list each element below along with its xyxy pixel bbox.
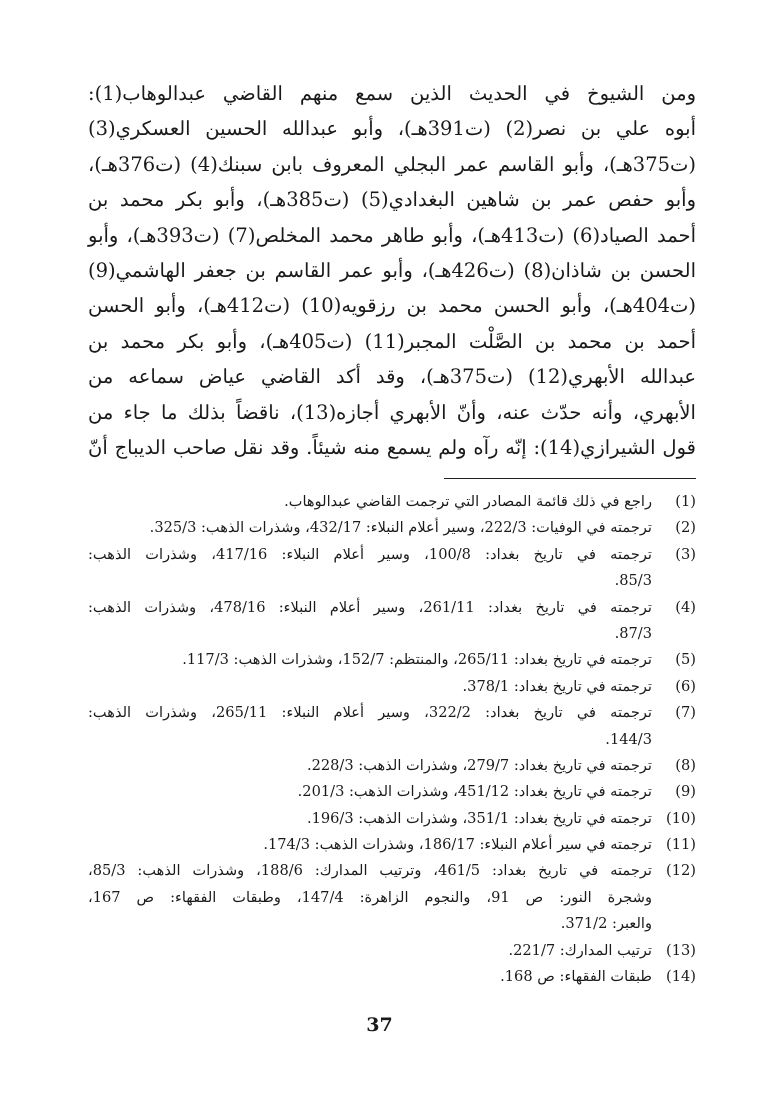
footnote (88, 595, 696, 648)
footnote-text: ترجمته في تاريخ بغداد: 279/7، وشذرات الذهب: 228/3. (306, 756, 652, 774)
body-line: وأبو حفص عمر بن شاهين البغدادي(5) (ت385هـ)، وأبو بكر محمد بن (88, 188, 696, 212)
footnote (88, 647, 696, 673)
footnote-text: ترجمته في تاريخ بغداد: 261/11، وسير أعلام النبلاء: 478/16، وشذرات الذهب: (88, 598, 652, 616)
footnote-text-continued: 87/3. (614, 624, 652, 642)
body-line: أبوه علي بن نصر(2) (ت391هـ)، وأبو عبدالله الحسين العسكري(3) (88, 117, 696, 141)
footnote-number: (14) (666, 968, 696, 986)
main-text (88, 76, 696, 465)
footnote-divider (444, 478, 696, 479)
footnote-number: (6) (675, 677, 696, 695)
footnote-text-continued: 144/3. (605, 730, 652, 748)
page-number: 37 (366, 1014, 393, 1036)
footnote (88, 779, 696, 805)
footnote-number: (2) (675, 519, 696, 537)
footnote (88, 515, 696, 541)
footnote (88, 858, 696, 937)
footnote-text: ترجمته في تاريخ بغداد: 378/1. (462, 677, 652, 695)
footnote-number: (10) (666, 809, 696, 827)
body-line: الحسن بن شاذان(8) (ت426هـ)، وأبو عمر القاسم بن جعفر الهاشمي(9) (88, 258, 696, 282)
footnote-text: ترجمته في سير أعلام النبلاء: 186/17، وشذرات الذهب: 174/3. (263, 836, 652, 854)
footnote (88, 753, 696, 779)
body-line: (ت375هـ)، وأبو القاسم عمر البجلي المعروف بابن سبنك(4) (ت376هـ)، (88, 152, 696, 176)
footnote-number: (7) (675, 704, 696, 722)
footnote (88, 964, 696, 990)
body-line: أحمد بن محمد بن الصَّلْت المجبر(11) (ت405هـ)، وأبو بكر محمد بن (88, 329, 697, 353)
body-line: الأبهري، وأنه حدّث عنه، وأنّ الأبهري أجازه(13)، ناقضاً بذلك ما جاء من (88, 400, 696, 424)
body-line: (ت404هـ)، وأبو الحسن محمد بن رزقويه(10) (ت412هـ)، وأبو الحسن (88, 294, 696, 318)
footnote-text: راجع في ذلك قائمة المصادر التي ترجمت القاضي عبدالوهاب. (284, 493, 652, 510)
footnote-text: ترجمته في تاريخ بغداد: 461/5، وترتيب المدارك: 188/6، وشذرات الذهب: 85/3، (88, 862, 652, 880)
footnote-number: (12) (666, 862, 696, 880)
footnote (88, 542, 696, 595)
footnote-text: ترجمته في تاريخ بغداد: 265/11، والمنتظم: 152/7، وشذرات الذهب: 117/3. (182, 651, 652, 669)
footnote-text: ترجمته في تاريخ بغداد: 100/8، وسير أعلام النبلاء: 417/16، وشذرات الذهب: (88, 545, 652, 563)
footnote-number: (11) (666, 836, 696, 854)
footnote-text: ترجمته في تاريخ بغداد: 451/12، وشذرات الذهب: 201/3. (297, 783, 652, 801)
footnote (88, 674, 696, 700)
footnote-text-continued: والعبر: 371/2. (560, 915, 652, 933)
footnote-number: (4) (675, 598, 696, 616)
body-line: عبدالله الأبهري(12) (ت375هـ)، وقد أكد القاضي عياض سماعه من (88, 365, 696, 389)
footnote-text: ترجمته في تاريخ بغداد: 322/2، وسير أعلام النبلاء: 265/11، وشذرات الذهب: (88, 704, 652, 722)
footnote-text: ترجمته في الوفيات: 222/3، وسير أعلام النبلاء: 432/17، وشذرات الذهب: 325/3. (149, 519, 652, 537)
footnotes (88, 489, 696, 990)
footnote (88, 700, 696, 753)
footnote-text: ترجمته في تاريخ بغداد: 351/1، وشذرات الذهب: 196/3. (306, 809, 652, 827)
footnote-number: (5) (675, 651, 696, 669)
footnote-number: (9) (675, 783, 696, 801)
footnote (88, 806, 696, 832)
footnote-number: (3) (675, 545, 696, 563)
footnote-number: (1) (675, 493, 696, 510)
footnote-number: (13) (666, 941, 696, 959)
footnote-text: ترتيب المدارك: 221/7. (508, 941, 652, 959)
body-line: قول الشيرازي(14): إنّه رآه ولم يسمع منه شيئاً. وقد نقل صاحب الديباج أنّ (88, 435, 696, 459)
body-line: أحمد الصياد(6) (ت413هـ)، وأبو طاهر محمد المخلص(7) (ت393هـ)، وأبو (88, 223, 697, 247)
footnote (88, 832, 696, 858)
footnote-text: طبقات الفقهاء: ص 168. (500, 968, 652, 986)
footnote-number: (8) (675, 756, 696, 774)
body-line: ومن الشيوخ في الحديث الذين سمع منهم القاضي عبدالوهاب(1): (88, 82, 696, 105)
footnote (88, 938, 696, 964)
footnote (88, 489, 696, 515)
footnote-text-continued: 85/3. (614, 572, 652, 590)
footnote-text-continued: وشجرة النور: ص 91، والنجوم الزاهرة: 147/4، وطبقات الفقهاء: ص 167، (88, 888, 652, 906)
